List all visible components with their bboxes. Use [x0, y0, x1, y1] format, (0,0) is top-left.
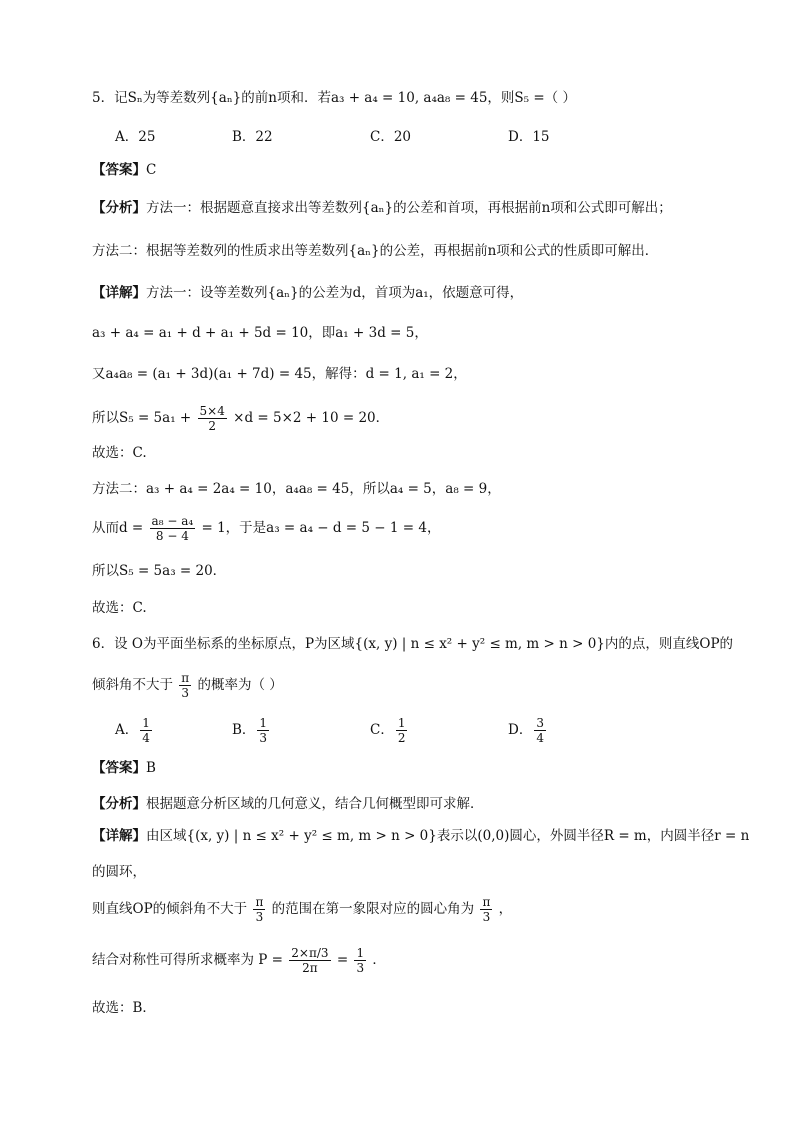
q5-stem: 5．记Sₙ为等差数列{aₙ}的前n项和．若a₃ + a₄ = 10, a₄a₈ = 45，则S₅ =（ ）: [92, 90, 576, 106]
q5-option-a: A．25: [115, 129, 156, 145]
q5-detail-4: 所以S₅ = 5a₁ + $\frac{5\times 4}{2}$ ×d = 5×2 + 10 = 20．: [92, 404, 390, 433]
q5-detail-2: a₃ + a₄ = a₁ + d + a₁ + 5d = 10，即a₁ + 3d = 5，: [92, 325, 428, 341]
q5-detail-8: 所以S₅ = 5a₃ = 20．: [92, 563, 227, 579]
q6-detail-5: 故选：B．: [92, 1000, 156, 1016]
detail-tag: 【详解】: [92, 828, 146, 844]
q5-options: [0, 125, 794, 149]
q6-options: [0, 712, 794, 748]
fraction: $\frac{\pi}{3}$: [255, 895, 264, 924]
fraction: $\frac{\pi}{3}$: [181, 671, 190, 700]
answer-tag: 【答案】: [92, 162, 146, 178]
answer-value: B: [146, 760, 156, 776]
q5-answer: [92, 160, 156, 180]
q5-detail-5: 故选：C.: [92, 445, 147, 461]
q5-option-b: B．22: [232, 129, 273, 145]
q5-detail-1: 【详解】方法一：设等差数列{aₙ}的公差为d，首项为a₁，依题意可得，: [92, 285, 524, 301]
q6-detail-2: 的圆环，: [92, 864, 146, 880]
answer-value: C: [146, 162, 157, 178]
q6-stem-2: 倾斜角不大于 $\frac{\pi}{3}$ 的概率为（ ）: [92, 671, 283, 700]
q6-detail-1: 【详解】由区域{(x, y) | n ≤ x² + y² ≤ m, m > n > 0}表示以(0,0)圆心，外圆半径R = m，内圆半径r = n: [92, 828, 750, 844]
q6-answer: [92, 758, 156, 778]
q6-option-a: A． $\frac{1}{4}$: [115, 716, 150, 745]
q5-detail-6: 方法二：a₃ + a₄ = 2a₄ = 10，a₄a₈ = 45，所以a₄ = 5，a₈ = 9，: [92, 481, 501, 497]
analysis-tag: 【分析】: [92, 200, 146, 216]
q6-option-c: C． $\frac{1}{2}$: [370, 716, 406, 745]
q5-detail-3: 又a₄a₈ = (a₁ + 3d)(a₁ + 7d) = 45，解得：d = 1, a₁ = 2，: [92, 366, 467, 382]
fraction: $\frac{5\times 4}{2}$: [199, 404, 225, 433]
q5-analysis-1: 【分析】方法一：根据题意直接求出等差数列{aₙ}的公差和首项，再根据前n项和公式即可解出；: [92, 200, 672, 216]
fraction: $\frac{1}{3}$: [356, 946, 365, 975]
q6-detail-4: 结合对称性可得所求概率为 P = $\frac{2\times\pi/3}{2\pi}$ = $\frac{1}{3}$ ．: [92, 946, 386, 975]
analysis-tag: 【分析】: [92, 796, 146, 812]
q6-option-d: D． $\frac{3}{4}$: [508, 716, 544, 745]
fraction: $\frac{\pi}{3}$: [482, 895, 491, 924]
answer-tag: 【答案】: [92, 760, 146, 776]
q5-option-d: D．15: [508, 129, 550, 145]
q5-analysis-2: 方法二：根据等差数列的性质求出等差数列{aₙ}的公差，再根据前n项和公式的性质即可解出．: [92, 243, 659, 259]
q6-stem-1: 6．设 O为平面坐标系的坐标原点，P为区域{(x, y) | n ≤ x² + y² ≤ m, m > n > 0}内的点，则直线OP的: [92, 636, 734, 652]
detail-tag: 【详解】: [92, 285, 146, 301]
q5-option-c: C．20: [370, 129, 412, 145]
q6-analysis: 【分析】根据题意分析区域的几何意义，结合几何概型即可求解．: [92, 796, 484, 812]
q5-detail-7: 从而d = $\frac{\text{a₈ − a₄}}{8 - 4}$ = 1，于是a₃ = a₄ − d = 5 − 1 = 4，: [92, 514, 441, 543]
q6-detail-3: 则直线OP的倾斜角不大于 $\frac{\pi}{3}$ 的范围在第一象限对应的圆心角为 $\frac{\pi}{3}$ ，: [92, 895, 513, 924]
fraction: $\frac{\text{a₈ − a₄}}{8 - 4}$: [151, 514, 194, 543]
q5-detail-9: 故选：C.: [92, 600, 147, 616]
fraction: $\frac{2\times\pi/3}{2\pi}$: [291, 946, 329, 975]
q6-option-b: B． $\frac{1}{3}$: [232, 716, 268, 745]
